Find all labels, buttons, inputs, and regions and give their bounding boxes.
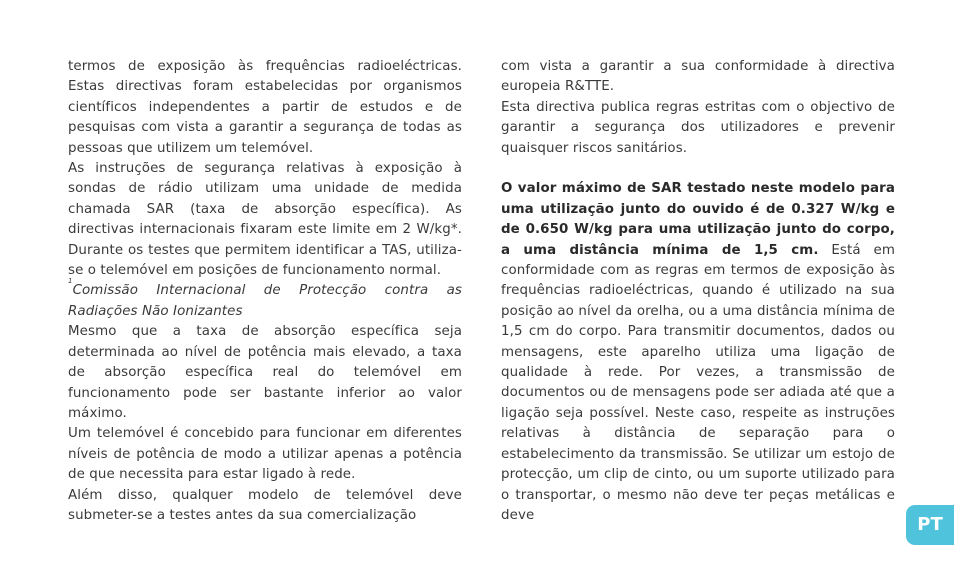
language-tab: PT (906, 505, 954, 545)
footnote-text: Comissão Internacional de Protecção contra as Radiações Não Ionizantes (68, 283, 462, 319)
right-column (501, 57, 895, 526)
paragraph-power-levels: Um telemóvel é concebido para funcionar em diferentes níveis de potência de modo a utilizar apenas a potência de que necessita para estar ligado à rede. (68, 426, 462, 483)
left-column (68, 57, 462, 526)
paragraph-rtte-conformity: com vista a garantir a sua conformidade à directiva europeia R&TTE. (501, 59, 895, 95)
paragraph-directive-rules: Esta directiva publica regras estritas com o objectivo de garantir a segurança dos utilizadores e prevenir quaisquer riscos sanitários. (501, 99, 895, 156)
paragraph-sar-values (501, 179, 895, 526)
paragraph-testing: Além disso, qualquer modelo de telemóvel deve submeter-se a testes antes da sua comercialização (68, 487, 462, 523)
paragraph-exposure-guidelines: termos de exposição às frequências radioeléctricas. Estas directivas foram estabelecidas por organismos científicos independentes a partir de estudos e de pesquisas com vista a garantir a segurança de todas as pessoas que utilizem um telemóvel. (68, 59, 462, 156)
sar-values-details: Está em conformidade com as regras em termos de exposição às frequências radioeléctricas, quando é utilizado na sua posição ao nível da orelha, ou a uma distância mínima de 1,5 cm do corpo. Para transmitir documentos, dados ou mensagens, este aparelho utiliza uma ligação de qualidade à rede. Por vezes, a transmissão de documentos ou de mensagens pode ser adiada até que a ligação seja possível. Neste caso, respeite as instruções relativas à distância de separação para o estabelecimento da transmissão. Se utilizar um estojo de protecção, um clip de cinto, ou um suporte utilizado para o transportar, o mesmo não deve ter peças metálicas e deve (501, 242, 895, 523)
footnote-icnirp (68, 277, 462, 322)
paragraph-sar-power-level: Mesmo que a taxa de absorção específica seja determinada ao nível de potência mais elevado, a taxa de absorção específica real do telemóvel em funcionamento pode ser bastante inferior ao valor máximo. (68, 324, 462, 421)
footnote-marker: 1 (68, 277, 73, 286)
paragraph-sar-definition: As instruções de segurança relativas à exposição à sondas de rádio utilizam uma unidade de medida chamada SAR (taxa de absorção específica). As directivas internacionais fixaram este limite em 2 W/kg*. Durante os testes que permitem identificar a TAS, utiliza-se o telemóvel em posições de funcionamento normal. (68, 161, 462, 279)
paragraph-spacer (501, 159, 895, 179)
sar-values-highlight: O valor máximo de SAR testado neste modelo para uma utilização junto do ouvido é de 0.327 W/kg e de 0.650 W/kg para uma utilização junto do corpo, a uma distância mínima de 1,5 cm. (501, 181, 895, 258)
